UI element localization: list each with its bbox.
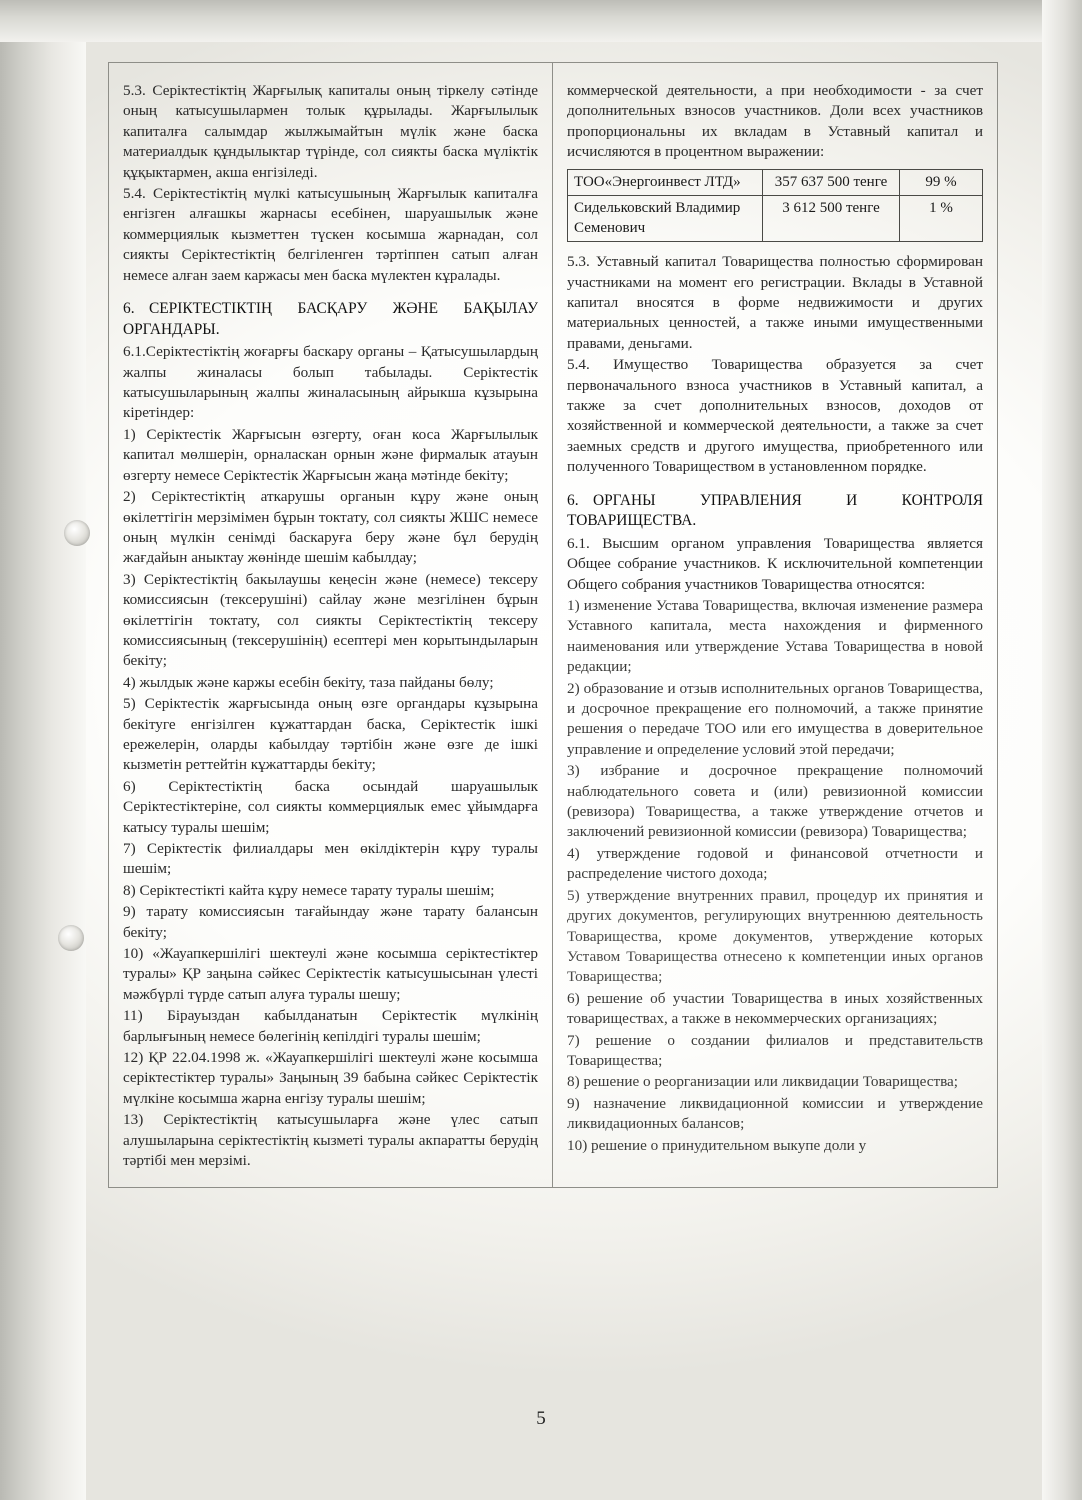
list-item-7-kk: 7) Серіктестік филиалдары мен өкілдіктерін кұру туралы шешім;: [123, 840, 538, 878]
right-column-russian: [553, 63, 997, 1187]
paragraph-5-3-kk: 5.3. Серіктестіктің Жарғылық капиталы оның тіркелу сәтінде оның катысушылармен толык құрылады. Жарғылылык капиталға салымдар жылжымайтын мүлік және баска материалдык құндылыктар түрінде, сол сиякты баска мүліктік құқыктармен, акша енгізіледі.: [123, 82, 538, 181]
cell-share: 1 %: [899, 196, 982, 242]
list-item-5-ru: 5) утверждение внутренних правил, процедур их принятия и других документов, регулирующих внутреннюю деятельность Товарищества, кроме документов, утверждение которых Уставом Товарищества отнесено к компетенции иных органов Товарищества;: [567, 886, 983, 986]
section-heading-6-number-kk: 6.: [123, 300, 135, 318]
page-edge-shadow-left: [0, 0, 86, 1500]
list-item-4-ru: 4) утверждение годовой и финансовой отчетности и распределение чистого дохода;: [567, 844, 983, 883]
hole-punch-icon: [58, 925, 84, 951]
list-item-9-kk: 9) тарату комиссиясын тағайындау және тарату балансын бекіту;: [123, 903, 538, 941]
list-item-13-kk: 13) Серіктестіктің катысушыларға және үлес сатып алушыларына серіктестіктің кызметі туралы акпаратты берудің тәртібі мен мерзімі.: [123, 1111, 538, 1170]
table-row: [568, 169, 983, 196]
table-row: [568, 196, 983, 242]
cell-participant: ТОО«Энергоинвест ЛТД»: [568, 169, 763, 196]
list-item-11-kk: 11) Бірауыздан кабылданатын Серіктестік мүлкінің барлығының немесе бөлегінің кепілдігі туралы шешім;: [123, 1007, 538, 1045]
two-column-layout: [108, 62, 998, 1188]
cell-amount: 3 612 500 тенге: [763, 196, 900, 242]
document-page: [108, 62, 998, 1402]
page-edge-shadow-right: [1042, 0, 1082, 1500]
section-heading-6-ru: [567, 491, 983, 532]
section-heading-6-number-ru: 6.: [567, 491, 579, 509]
list-item-7-ru: 7) решение о создании филиалов и представительств Товарищества;: [567, 1031, 983, 1069]
cell-amount: 357 637 500 тенге: [763, 169, 900, 196]
paragraph-6-1-kk: 6.1.Серіктестіктің жоғарғы баскару органы – Қатысушылардың жалпы жиналасы болып табылады. Серіктестік катысушыларының жалпы жиналасының айрыкша кұзырына кіретіндер:: [123, 343, 538, 422]
section-heading-6-kk: [123, 299, 538, 340]
page-number: 5: [536, 1408, 546, 1429]
list-item-10-ru: 10) решение о принудительном выкупе доли у: [567, 1136, 867, 1154]
list-item-4-kk: 4) жылдык және каржы есебін бекіту, таза пайданы бөлу;: [123, 673, 494, 691]
list-item-10-kk: 10) «Жауапкершілігі шектеулі және косымша серіктестіктер туралы» ҚР заңына сәйкес Серіктестік катысушысынан үлесті мәжбүрлі түрде сатып алуға туралы шешу;: [123, 945, 538, 1003]
cell-share: 99 %: [899, 169, 982, 196]
list-item-2-kk: 2) Серіктестіктің аткарушы органын кұру және оның өкілеттігін мерзімімен бұрын токтату, сол сиякты ЖШС немесе оның мүлкін сенімді баскаруға беру және бұл берудің жағдайын аныктау жөнінде шешім кабылдау;: [123, 488, 538, 567]
paragraph-5-4-ru: 5.4. Имущество Товарищества образуется за счет первоначального взноса участников в Уставный капитал, а также за счет дополнительных взносов, доходов от хозяйственной и коммерческой деятельности, а также за счет заемных средств и другого имущества, приобретенного или полученного Товариществом в установленном порядке.: [567, 356, 983, 476]
list-item-1-kk: 1) Серіктестік Жарғысын өзгерту, оған коса Жарғылылык капитал мөлшерін, орналаскан орнын және фирмалык атауын өзгерту немесе Серіктестік Жарғысын жаңа мәтінде бекіту;: [123, 425, 538, 484]
list-item-8-kk: 8) Серіктестікті кайта кұру немесе тарату туралы шешім;: [123, 881, 495, 899]
list-item-3-kk: 3) Серіктестіктің бакылаушы кеңесін және (немесе) тексеру комиссиясын (тексерушіні) сайлау және мезгілінен бұрын өкілеттігін токтату, сол сиякты Серіктестіктің тексеру комиссиясының (тексерушінің) есептері мен корытындыларын бекіту;: [123, 570, 538, 670]
list-item-6-kk: 6) Серіктестіктің баска осындай шаруашылык Серіктестіктеріне, сол сиякты коммерциялык емес ұйымдарға катысу туралы шешім;: [123, 777, 538, 836]
page-edge-shadow-bottom: [0, 1460, 1082, 1500]
paragraph-5-4-kk: 5.4. Серіктестіктің мүлкі катысушының Жарғылык капиталға енгізген алғашкы жарнасы есебінен, шаруашылык және коммерциялык кызметтен түскен косымша жарнадан, сол сиякты Серіктестіктің белгіленген тәртіппен сатып алған немесе алған заем каржасы мен баска мүлектен кұралады.: [123, 185, 538, 284]
cell-participant: Сидельковский Владимир Семенович: [568, 196, 763, 242]
list-item-6-ru: 6) решение об участии Товарищества в иных хозяйственных товариществах, а также в некоммерческих организациях;: [567, 989, 983, 1028]
list-item-9-ru: 9) назначение ликвидационной комиссии и утверждение ликвидационных балансов;: [567, 1094, 983, 1133]
list-item-5-kk: 5) Серіктестік жарғысында оның өзге органдары кұзырына бекітуге енгізілген кұжаттардан баска, Серіктестік ішкі ережелерін, оларды кабылдау тәртібін және өзге де ішкі кызметін реттейтін кұжаттарды бекіту;: [123, 695, 538, 774]
section-heading-6-text-kk: СЕРІКТЕСТІКТІҢ БАСҚАРУ ЖӘНЕ БАҚЫЛАУ ОРГАНДАРЫ.: [123, 300, 538, 338]
paragraph-6-1-ru: 6.1. Высшим органом управления Товарищества является Общее собрание участников. К исключительной компетенции Общего собрания участников Товарищества относятся:: [567, 534, 983, 593]
list-item-2-ru: 2) образование и отзыв исполнительных органов Товарищества, и досрочное прекращение его полномочий, а также принятие решения о передаче ТОО или его имущества в доверительное управление и определение условий этой передачи;: [567, 679, 983, 758]
list-item-8-ru: 8) решение о реорганизации или ликвидации Товарищества;: [567, 1073, 959, 1091]
section-heading-6-text-ru: ОРГАНЫ УПРАВЛЕНИЯ И КОНТРОЛЯ ТОВАРИЩЕСТВА.: [567, 491, 983, 530]
left-column-kazakh: [109, 63, 553, 1187]
list-item-12-kk: 12) ҚР 22.04.1998 ж. «Жауапкершілігі шектеулі және косымша серіктестіктер туралы» Заңының 39 бабына сәйкес Серіктестік мүлкіне косымша жарна енгізу туралы шешім;: [123, 1049, 538, 1107]
list-item-1-ru: 1) изменение Устава Товарищества, включая изменение размера Уставного капитала, места нахождения и фирменного наименования или утверждение Устава Товарищества в новой редакции;: [567, 597, 983, 676]
paragraph-intro-ru: коммерческой деятельности, а при необходимости - за счет дополнительных взносов участников. Доли всех участников пропорциональны их вкладам в Уставный капитал и исчисляются в процентном выражении:: [567, 82, 983, 161]
paragraph-5-3-ru: 5.3. Уставный капитал Товарищества полностью сформирован участниками на момент его регистрации. Вклады в Уставной капитал вносятся в форме недвижимости и других материальных ценностей, а также иными имущественными правами, деньгами.: [567, 253, 983, 352]
page-edge-shadow-top: [0, 0, 1082, 42]
capital-shares-table: [567, 169, 983, 243]
hole-punch-icon: [64, 520, 90, 546]
list-item-3-ru: 3) избрание и досрочное прекращение полномочий наблюдательного совета и (или) ревизионной комиссии (ревизора) Товарищества, а также утверждение отчетов и заключений ревизионной комиссии (ревизора) Товарищества;: [567, 762, 983, 841]
